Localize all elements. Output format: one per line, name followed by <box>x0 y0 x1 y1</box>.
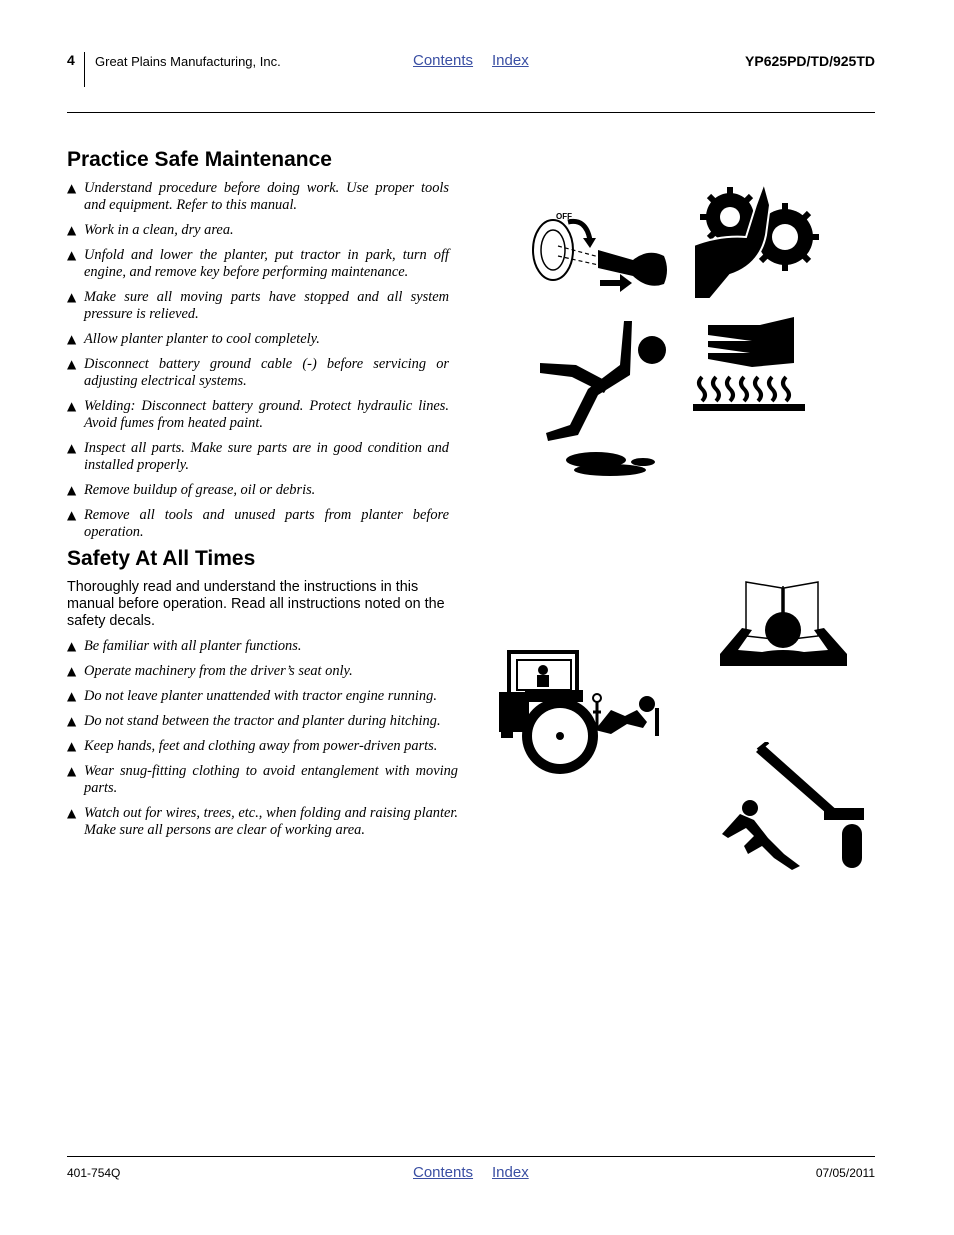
gear-entanglement-icon <box>690 175 820 300</box>
footer-rule <box>67 1156 875 1157</box>
list-item: ▲ Operate machinery from the driver’s seat only. <box>67 663 458 680</box>
list-item: ▲ Watch out for wires, trees, etc., when folding and raising planter. Make sure all persons are clear of working area. <box>67 805 458 839</box>
maintenance-list <box>67 180 449 549</box>
folding-wing-hazard-icon <box>718 742 868 872</box>
list-item: ▲ Welding: Disconnect battery ground. Protect hydraulic lines. Avoid fumes from heated paint. <box>67 398 449 432</box>
hot-surface-icon <box>690 315 808 415</box>
list-item: ▲ Do not stand between the tractor and planter during hitching. <box>67 713 458 730</box>
document-date: 07/05/2011 <box>815 1166 875 1180</box>
read-manual-icon <box>716 578 851 673</box>
list-item: ▲ Unfold and lower the planter, put tractor in park, turn off engine, and remove key before performing maintenance. <box>67 247 449 281</box>
list-item: ▲ Work in a clean, dry area. <box>67 222 449 239</box>
company-name: Great Plains Manufacturing, Inc. <box>95 54 281 69</box>
list-item: ▲ Inspect all parts. Make sure parts are in good condition and installed properly. <box>67 440 449 474</box>
model-number: YP625PD/TD/925TD <box>745 53 875 69</box>
list-item: ▲ Wear snug-fitting clothing to avoid entanglement with moving parts. <box>67 763 458 797</box>
section-title-maintenance: Practice Safe Maintenance <box>67 148 332 171</box>
page-number: 4 <box>67 52 75 68</box>
list-item: ▲ Be familiar with all planter functions. <box>67 638 458 655</box>
list-item: ▲ Allow planter planter to cool completely. <box>67 331 449 348</box>
tractor-hitch-hazard-icon <box>495 648 665 776</box>
slip-hazard-icon <box>538 315 678 480</box>
header-contents-link[interactable]: Contents <box>413 52 474 69</box>
list-item: ▲ Keep hands, feet and clothing away from power-driven parts. <box>67 738 458 755</box>
header-rule <box>67 112 875 113</box>
footer-contents-link[interactable]: Contents <box>413 1164 474 1181</box>
list-item: ▲ Remove buildup of grease, oil or debris. <box>67 482 449 499</box>
safety-intro-paragraph: Thoroughly read and understand the instructions in this manual before operation. Read all instructions noted on the safety decals. <box>67 579 445 629</box>
safety-list <box>67 638 458 847</box>
header-index-link[interactable]: Index <box>492 52 529 69</box>
remove-key-icon <box>528 208 673 300</box>
list-item: ▲ Make sure all moving parts have stopped and all system pressure is relieved. <box>67 289 449 323</box>
list-item: ▲ Remove all tools and unused parts from planter before operation. <box>67 507 449 541</box>
list-item: ▲ Disconnect battery ground cable (-) before servicing or adjusting electrical systems. <box>67 356 449 390</box>
key-off-label: OFF <box>556 212 572 221</box>
header-divider <box>84 52 85 87</box>
footer-index-link[interactable]: Index <box>492 1164 529 1181</box>
document-number: 401-754Q <box>67 1166 121 1180</box>
section-title-safety: Safety At All Times <box>67 547 256 570</box>
list-item: ▲ Do not leave planter unattended with tractor engine running. <box>67 688 458 705</box>
list-item: ▲ Understand procedure before doing work. Use proper tools and equipment. Refer to this manual. <box>67 180 449 214</box>
